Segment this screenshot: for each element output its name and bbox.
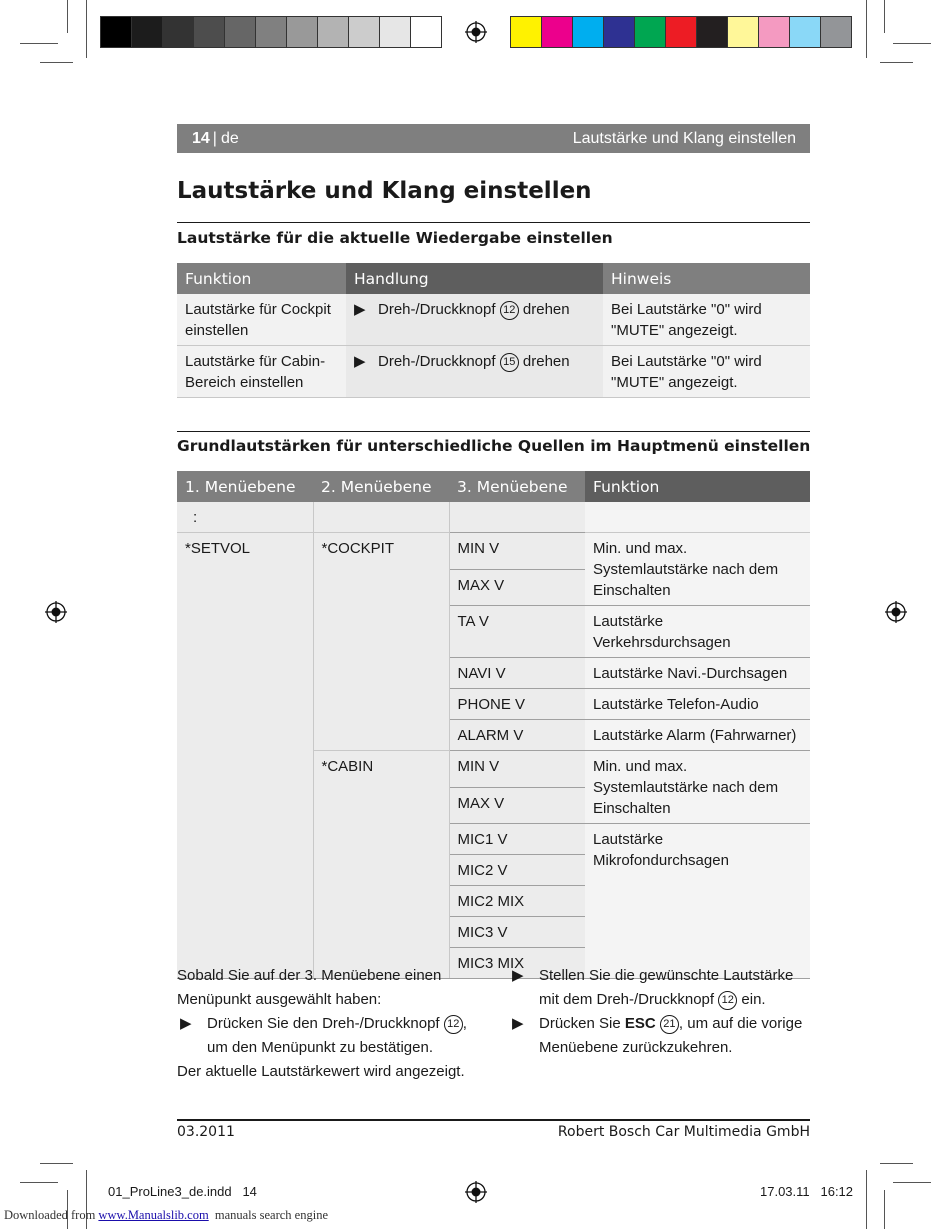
table-cell: MIN V [449, 751, 585, 788]
triangle-bullet-icon: ▶ [354, 353, 366, 370]
table-cell: MIC3 MIX [449, 948, 585, 979]
color-swatch [100, 16, 132, 48]
color-swatch [510, 16, 542, 48]
table-row [177, 346, 810, 398]
table-cell [313, 502, 449, 533]
knob-number-badge: 21 [660, 1015, 679, 1034]
table-cell: Bei Lautstärke "0" wird "MUTE" angezeigt. [603, 294, 810, 346]
page-number: 14 | de [192, 130, 239, 147]
table-cell: MIC2 V [449, 855, 585, 886]
table-row [177, 502, 810, 533]
table-cell: TA V [449, 606, 585, 658]
download-notice: Downloaded from www.Manualslib.com manuals search engine [4, 1208, 328, 1222]
registration-mark-icon [885, 601, 907, 623]
table-cell: PHONE V [449, 689, 585, 720]
color-swatch [162, 16, 194, 48]
color-swatch [348, 16, 380, 48]
table-cell: Lautstärke für Cabin-Bereich einstellen [177, 346, 346, 398]
manualslib-link[interactable]: www.Manualslib.com [98, 1208, 209, 1222]
knob-number-badge: 12 [500, 301, 519, 320]
table-cell: MIN V [449, 533, 585, 570]
instructions-right [509, 964, 811, 1060]
footer-divider [177, 1119, 810, 1121]
registration-mark-icon [465, 1181, 487, 1203]
color-swatch [131, 16, 163, 48]
table-cell: MIC1 V [449, 824, 585, 855]
footer-date: 03.2011 [177, 1124, 235, 1140]
column-header: Hinweis [603, 263, 810, 294]
column-header: 3. Menüebene [449, 471, 585, 502]
table-cell: ALARM V [449, 720, 585, 751]
instruction-intro: Sobald Sie auf der 3. Menüebene einen Menüpunkt ausgewählt haben: [177, 967, 442, 1008]
running-header-title: Lautstärke und Klang einstellen [572, 130, 796, 147]
color-swatch [255, 16, 287, 48]
color-swatch [193, 16, 225, 48]
table-cell: MIC2 MIX [449, 886, 585, 917]
table-cell: Min. und max. Systemlautstärke nach dem Einschalten [585, 533, 810, 606]
table-cell [585, 502, 810, 533]
registration-mark-icon [465, 21, 487, 43]
color-swatch [317, 16, 349, 48]
table-cell: MAX V [449, 787, 585, 824]
color-swatch [727, 16, 759, 48]
page-title: Lautstärke und Klang einstellen [177, 178, 592, 204]
footer-company: Robert Bosch Car Multimedia GmbH [557, 1124, 810, 1140]
color-swatch [696, 16, 728, 48]
column-header: 2. Menüebene [313, 471, 449, 502]
color-swatch [820, 16, 852, 48]
table-cell: Bei Lautstärke "0" wird "MUTE" angezeigt. [603, 346, 810, 398]
running-header [177, 124, 810, 153]
table-cell: Lautstärke Verkehrsdurchsagen [585, 606, 810, 658]
knob-number-badge: 15 [500, 353, 519, 372]
table-cell: MIC3 V [449, 917, 585, 948]
instruction-step: ▶ Drücken Sie ESC 21 , um auf die vorige Menüebene zurückzukehren. [509, 1012, 811, 1060]
color-swatch [758, 16, 790, 48]
triangle-bullet-icon: ▶ [180, 1015, 192, 1032]
menu-volume-table [177, 471, 810, 979]
knob-number-badge: 12 [444, 1015, 463, 1034]
instruction-step: ▶ Stellen Sie die gewünschte Lautstärke mit dem Dreh-/Druckknopf 12 ein. [509, 964, 811, 1012]
color-swatch [634, 16, 666, 48]
table-cell: Lautstärke für Cockpit einstellen [177, 294, 346, 346]
column-header: Funktion [585, 471, 810, 502]
divider [177, 222, 810, 223]
table-cell: ▶ Dreh-/Druckknopf 15 drehen [346, 346, 603, 398]
color-swatch [789, 16, 821, 48]
table-cell: *CABIN [313, 751, 449, 979]
color-swatch [224, 16, 256, 48]
table-cell: ▶ Dreh-/Druckknopf 12 drehen [346, 294, 603, 346]
table-cell: Lautstärke Telefon-Audio [585, 689, 810, 720]
triangle-bullet-icon: ▶ [354, 301, 366, 318]
column-header: 1. Menüebene [177, 471, 313, 502]
section-heading: Grundlautstärken für unterschiedliche Quellen im Hauptmenü einstellen [177, 437, 811, 455]
registration-mark-icon [45, 601, 67, 623]
instruction-step: ▶ Drücken Sie den Dreh-/Druckknopf 12 , um den Menüpunkt zu bestätigen. [177, 1012, 477, 1060]
color-swatch [410, 16, 442, 48]
section-heading: Lautstärke für die aktuelle Wiedergabe einstellen [177, 229, 613, 247]
table-cell: Lautstärke Navi.-Durchsagen [585, 658, 810, 689]
table-cell: Lautstärke Mikrofondurchsagen [585, 824, 810, 979]
slug-timestamp: 17.03.11 16:12 [760, 1184, 854, 1199]
color-swatch [665, 16, 697, 48]
table-cell: Min. und max. Systemlautstärke nach dem Einschalten [585, 751, 810, 824]
table-cell: MAX V [449, 569, 585, 606]
slug-file: 01_ProLine3_de.indd 14 [108, 1184, 257, 1199]
instruction-result: Der aktuelle Lautstärkewert wird angezeigt. [177, 1063, 465, 1080]
table-row [177, 533, 810, 570]
color-swatch [379, 16, 411, 48]
column-header: Funktion [177, 263, 346, 294]
table-cell: NAVI V [449, 658, 585, 689]
column-header: Handlung [346, 263, 603, 294]
table-cell: *SETVOL [177, 533, 313, 979]
instructions-left [177, 964, 477, 1084]
table-cell [449, 502, 585, 533]
table-row [177, 294, 810, 346]
knob-number-badge: 12 [718, 991, 737, 1010]
table-cell: Lautstärke Alarm (Fahrwarner) [585, 720, 810, 751]
volume-table [177, 263, 810, 398]
triangle-bullet-icon: ▶ [512, 1015, 524, 1032]
table-cell: : [177, 502, 313, 533]
table-cell: *COCKPIT [313, 533, 449, 751]
color-swatch [572, 16, 604, 48]
color-swatch [286, 16, 318, 48]
color-swatch [603, 16, 635, 48]
triangle-bullet-icon: ▶ [512, 967, 524, 984]
divider [177, 431, 810, 432]
color-swatch [541, 16, 573, 48]
